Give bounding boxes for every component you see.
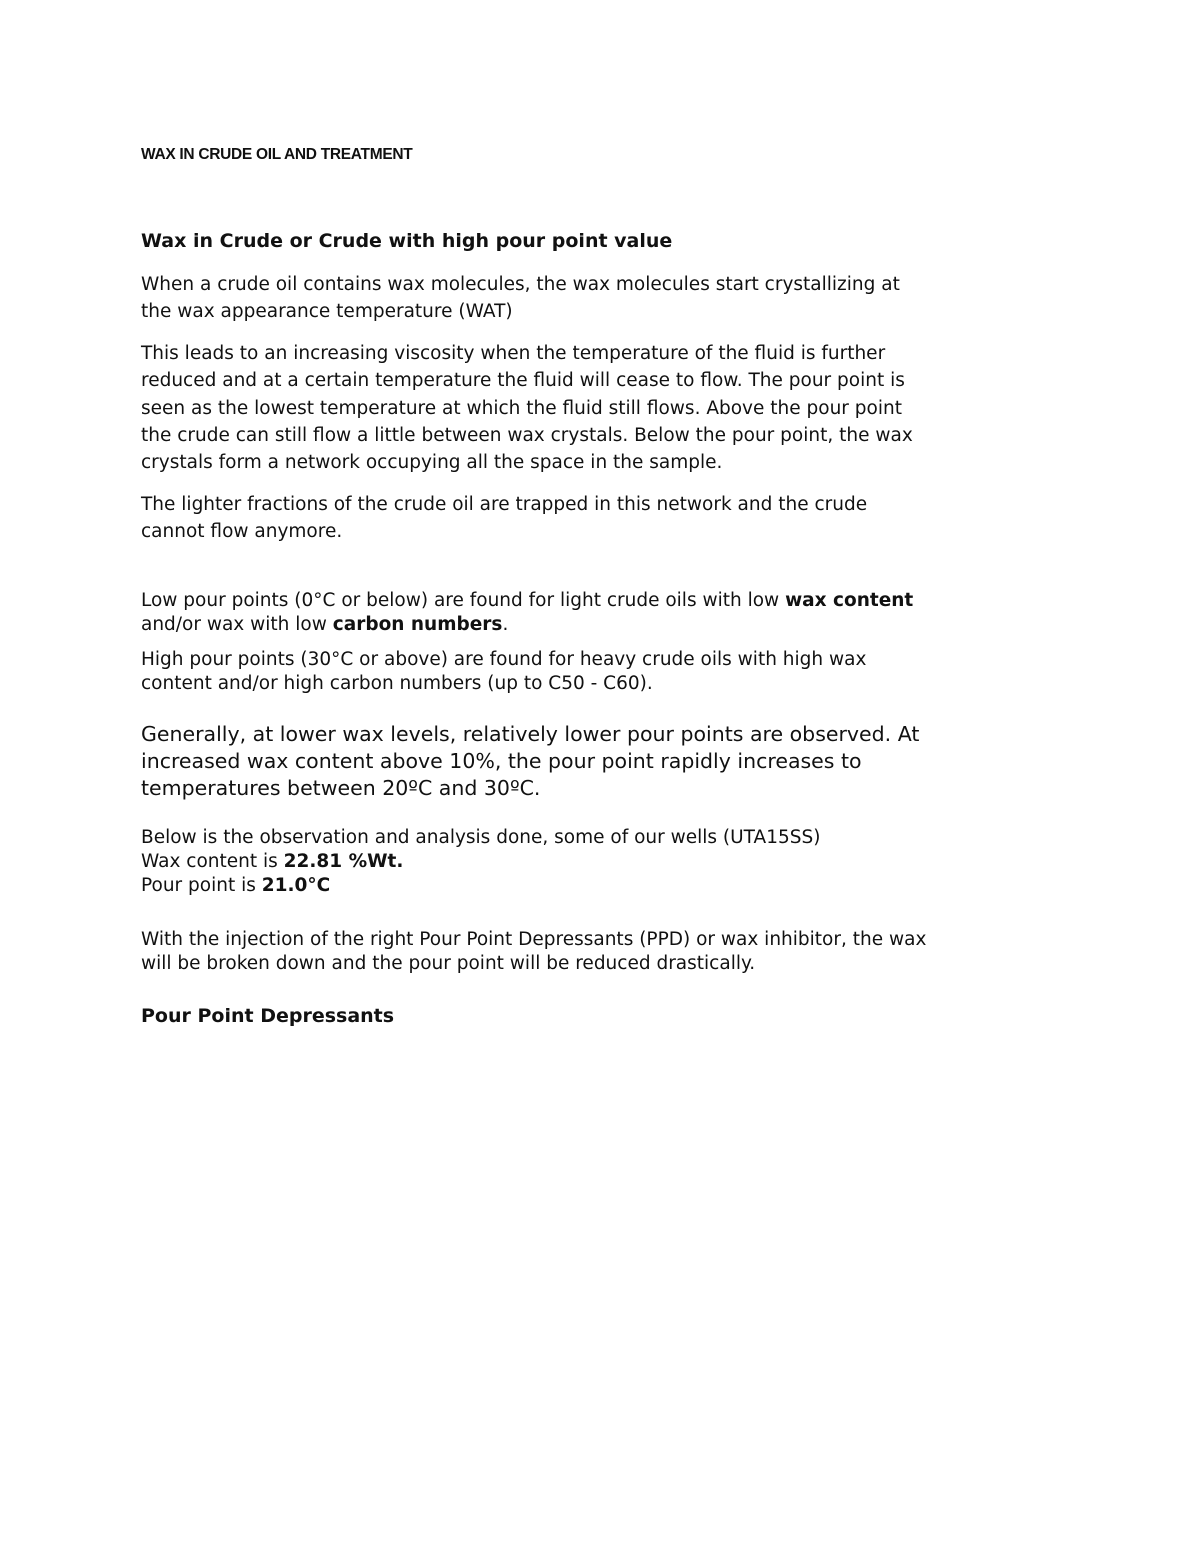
text-line <box>141 613 1071 637</box>
text-line: will be broken down and the pour point will be reduced drastically. <box>141 953 756 974</box>
bold-term-carbon-numbers: carbon numbers <box>332 614 503 635</box>
document-title: WAX IN CRUDE OIL AND TREATMENT <box>141 146 413 163</box>
section-heading-pour-point-depressants: Pour Point Depressants <box>141 1005 395 1027</box>
paragraph-viscosity <box>141 340 1071 476</box>
text-line: the crude can still flow a little between wax crystals. Below the pour point, the wax <box>141 424 913 446</box>
text-segment: Low pour points (0°C or below) are found for light crude oils with low <box>141 590 786 611</box>
paragraph-ppd-injection <box>141 928 1071 976</box>
text-line: reduced and at a certain temperature the fluid will cease to flow. The pour point is <box>141 370 905 392</box>
text-line: seen as the lowest temperature at which the fluid still flows. Above the pour point <box>141 397 902 419</box>
text-line: crystals form a network occupying all the space in the sample. <box>141 452 723 474</box>
text-line: High pour points (30°C or above) are found for heavy crude oils with high wax <box>141 649 867 670</box>
text-segment: and/or wax with low <box>141 614 333 635</box>
text-segment: . <box>502 614 509 635</box>
bold-term-wax-content: wax content <box>785 590 914 611</box>
text-line: content and/or high carbon numbers (up to C50 - C60). <box>141 673 653 694</box>
paragraph-lighter-fractions <box>141 491 1071 546</box>
text-line: When a crude oil contains wax molecules, the wax molecules start crystallizing at <box>141 274 900 295</box>
text-line: Below is the observation and analysis done, some of our wells (UTA15SS) <box>141 827 821 848</box>
text-line: increased wax content above 10%, the pour point rapidly increases to <box>141 749 862 773</box>
wax-content-value: 22.81 %Wt. <box>283 851 404 872</box>
paragraph-high-pour-points <box>141 648 1071 696</box>
paragraph-low-pour-points <box>141 589 1071 637</box>
text-line: The lighter fractions of the crude oil are trapped in this network and the crude <box>141 494 868 515</box>
text-line: temperatures between 20ºC and 30ºC. <box>141 776 541 800</box>
paragraph-wax-levels <box>141 721 1071 802</box>
paragraph-observation <box>141 826 1071 898</box>
text-line: the wax appearance temperature (WAT) <box>141 301 513 323</box>
paragraph-wat <box>141 271 1071 326</box>
text-line <box>141 589 1071 613</box>
text-segment: Pour point is <box>141 875 262 896</box>
section-heading-wax-in-crude: Wax in Crude or Crude with high pour point value <box>141 230 673 252</box>
text-segment: Wax content is <box>141 851 284 872</box>
text-line: This leads to an increasing viscosity when the temperature of the fluid is further <box>141 343 886 364</box>
wax-content-line <box>141 850 1071 874</box>
text-line: With the injection of the right Pour Point Depressants (PPD) or wax inhibitor, the wax <box>141 929 927 950</box>
pour-point-value: 21.0°C <box>261 875 331 896</box>
text-line: cannot flow anymore. <box>141 521 343 543</box>
text-line: Generally, at lower wax levels, relatively lower pour points are observed. At <box>141 722 920 746</box>
pour-point-line <box>141 874 1071 898</box>
